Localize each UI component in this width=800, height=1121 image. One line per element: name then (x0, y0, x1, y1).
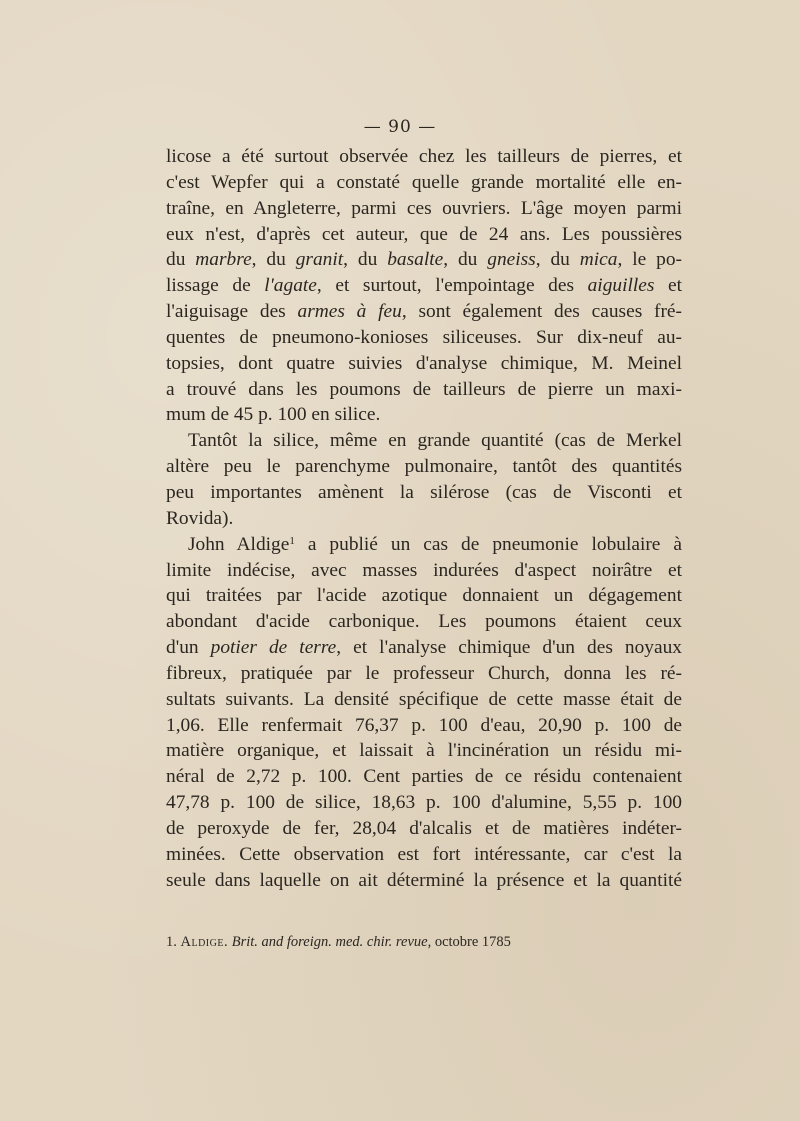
text-line (166, 273, 682, 299)
text-run: , et l'analyse chimique d'un des noyaux (336, 637, 682, 659)
text-line (166, 764, 682, 790)
text-line (166, 196, 682, 222)
text-line (166, 868, 682, 894)
text-line (166, 402, 682, 428)
italic-term: basalte (387, 249, 444, 271)
page-number: — 90 — (363, 117, 437, 137)
text-run: , du (251, 249, 296, 271)
text-run: peu importantes amènent la silérose (cas de Visconti et (166, 481, 682, 503)
text-line (166, 609, 682, 635)
text-run: 1,06. Elle renfermait 76,37 p. 100 d'eau, 20,90 p. 100 de (166, 714, 682, 736)
text-run: abondant d'acide carbonique. Les poumons étaient ceux (166, 611, 682, 633)
text-run: fibreux, pratiquée par le professeur Church, donna les ré- (166, 662, 682, 684)
text-run: qui traitées par l'acide azotique donnaient un dégagement (166, 585, 682, 607)
text-line (166, 170, 682, 196)
text-run: seule dans laquelle on ait déterminé la présence et la quantité (166, 869, 682, 891)
italic-term: armes à feu (297, 301, 402, 323)
text-run: mum de 45 p. 100 en silice. (166, 404, 381, 426)
text-run: quentes de pneumono-konioses siliceuses. Sur dix-neuf au- (166, 326, 682, 348)
text-run: limite indécise, avec masses indurées d'aspect noirâtre et (166, 559, 682, 581)
text-line (166, 247, 682, 273)
text-run: , du (443, 249, 488, 271)
text-line (166, 454, 682, 480)
text-run: a publié un cas de pneumonie lobulaire à (294, 533, 683, 555)
paragraph (166, 144, 682, 428)
italic-term: gneiss (487, 249, 536, 271)
text-line (166, 635, 682, 661)
text-run: a trouvé dans les poumons de tailleurs de pierre un maxi- (166, 378, 682, 400)
italic-term: granit (295, 249, 344, 271)
text-run: d'un (166, 637, 211, 659)
text-line (166, 480, 682, 506)
text-run: John Aldige (188, 533, 290, 555)
text-line (166, 377, 682, 403)
paragraph (166, 532, 682, 894)
text-run: , du (343, 249, 388, 271)
text-run: minées. Cette observation est fort intéressante, car c'est la (166, 843, 682, 865)
text-run: lissage de (166, 275, 265, 297)
text-line (166, 687, 682, 713)
text-run: altère peu le parenchyme pulmonaire, tantôt des quantités (166, 456, 682, 478)
text-run: sultats suivants. La densité spécifique de cette masse était de (166, 688, 682, 710)
italic-term: l'agate (264, 275, 317, 297)
text-line (166, 299, 682, 325)
text-run: 47,78 p. 100 de silice, 18,63 p. 100 d'alumine, 5,55 p. 100 (166, 792, 682, 814)
text-line (166, 661, 682, 687)
footnote-number: 1. (166, 934, 177, 950)
text-line (166, 428, 682, 454)
footnote-ref: 1 (289, 534, 295, 547)
text-run: eux n'est, d'après cet auteur, que de 24 ans. Les poussières (166, 223, 682, 245)
text-line (166, 713, 682, 739)
paragraph (166, 428, 682, 531)
italic-term: aiguilles (587, 275, 655, 297)
text-line (166, 532, 682, 558)
text-line (166, 222, 682, 248)
text-line (166, 144, 682, 170)
text-run: néral de 2,72 p. 100. Cent parties de ce résidu contenaient (166, 766, 682, 788)
text-run: , sont également des causes fré- (401, 301, 682, 323)
text-run: , et surtout, l'empointage des (316, 275, 588, 297)
text-line (166, 325, 682, 351)
italic-term: mica (579, 249, 618, 271)
text-line (166, 351, 682, 377)
italic-term: marbre (195, 249, 252, 271)
text-line (166, 558, 682, 584)
footnote-date: octobre 1785 (434, 934, 511, 950)
text-run: topsies, dont quatre suivies d'analyse chimique, M. Meinel (166, 352, 682, 374)
text-run: Tantôt la silice, même en grande quantité (cas de Merkel (188, 430, 682, 452)
text-run: c'est Wepfer qui a constaté quelle grande mortalité elle en- (166, 171, 682, 193)
text-run: traîne, en Angleterre, parmi ces ouvriers. L'âge moyen parmi (166, 197, 682, 219)
body-text (166, 144, 682, 893)
text-run: , le po- (617, 249, 682, 271)
text-line (166, 506, 682, 532)
text-line (166, 816, 682, 842)
text-line (166, 790, 682, 816)
text-run: de peroxyde de fer, 28,04 d'alcalis et de matières indéter- (166, 817, 682, 839)
text-run: du (166, 249, 196, 271)
text-run: Rovida). (166, 507, 234, 529)
footnote (166, 934, 682, 951)
text-run: matière organique, et laissait à l'incinération un résidu mi- (166, 740, 682, 762)
text-line (166, 738, 682, 764)
footnote-author: Aldige. (180, 934, 229, 950)
text-run: , du (535, 249, 580, 271)
text-run: et (654, 275, 682, 297)
text-run: l'aiguisage des (166, 301, 298, 323)
footnote-journal: Brit. and foreign. med. chir. revue, (231, 934, 432, 950)
text-line (166, 842, 682, 868)
text-run: licose a été surtout observée chez les tailleurs de pierres, et (166, 146, 682, 167)
italic-term: potier de terre (210, 637, 337, 659)
text-line (166, 583, 682, 609)
